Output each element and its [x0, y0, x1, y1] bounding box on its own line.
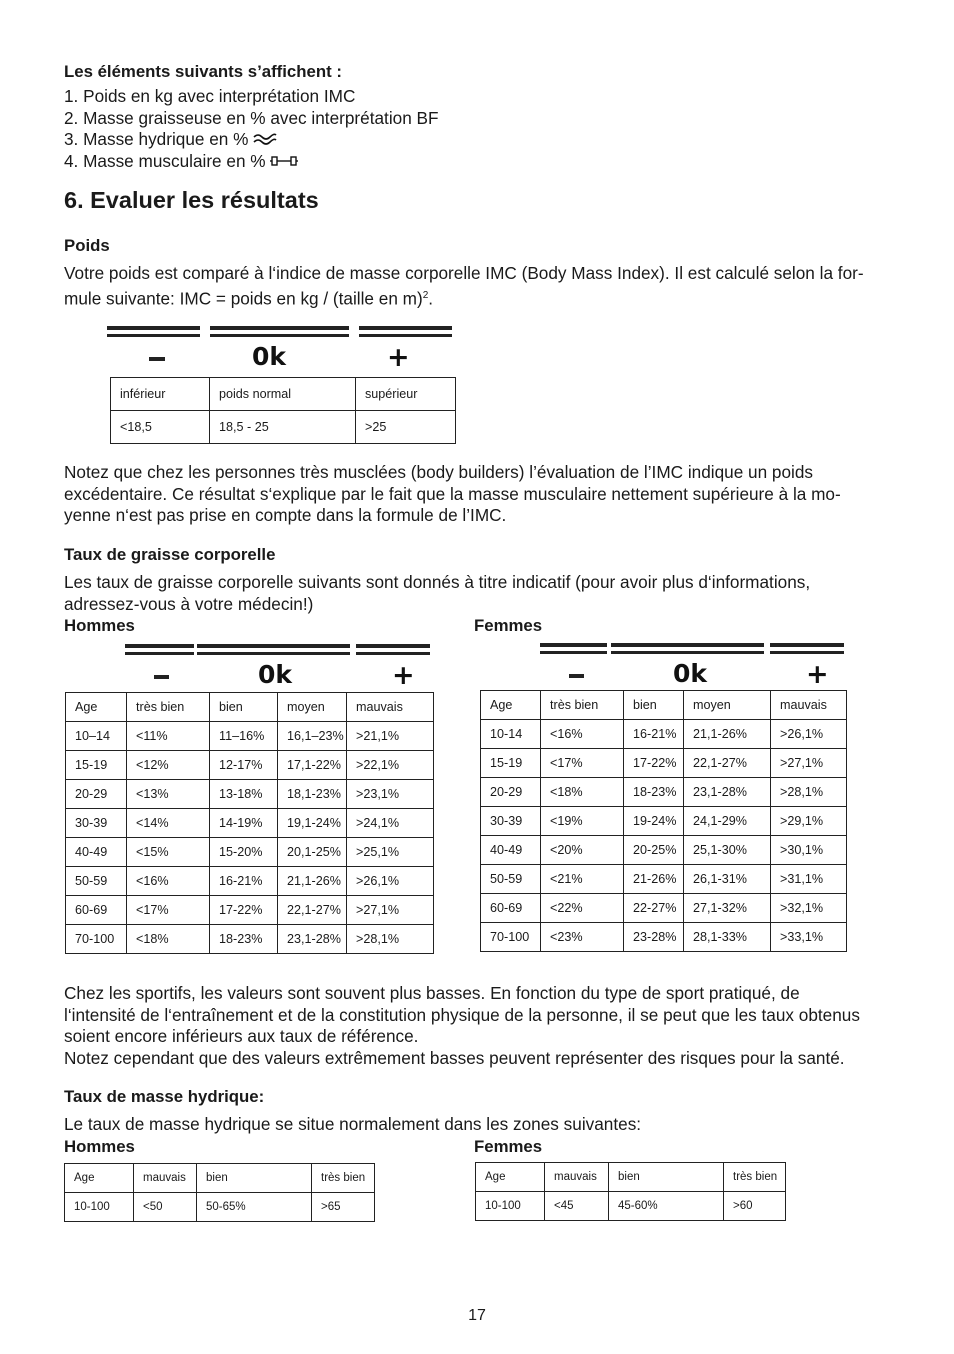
table-cell: 22-27% — [624, 894, 684, 923]
table-cell: >27,1% — [347, 896, 434, 925]
table-cell: 23,1-28% — [684, 778, 771, 807]
table-cell: <17% — [127, 896, 210, 925]
table-cell: mauvais — [771, 691, 847, 720]
table-cell: 70-100 — [481, 923, 541, 952]
table-cell: 18,1-23% — [278, 780, 347, 809]
graisse-text: Les taux de graisse corporelle suivants sont donnés à titre indicatif (pour avoir plus d‘informations, adressez-vous à votre médecin!) — [64, 572, 811, 614]
intro-title: Les éléments suivants s’affichent : — [64, 62, 342, 81]
table-cell: 20-25% — [624, 836, 684, 865]
table-cell: très bien — [724, 1163, 786, 1192]
table-cell: bien — [210, 693, 278, 722]
table-cell: >24,1% — [347, 809, 434, 838]
table-row — [66, 809, 434, 838]
table-row — [66, 838, 434, 867]
table-row — [481, 894, 847, 923]
table-cell: 18-23% — [624, 778, 684, 807]
table-cell: très bien — [541, 691, 624, 720]
intro-item: 2. Masse graisseuse en % avec interprétation BF — [64, 107, 439, 128]
table-cell: 25,1-30% — [684, 836, 771, 865]
table-cell: <15% — [127, 838, 210, 867]
table-cell: <13% — [127, 780, 210, 809]
hydrique-hommes-table — [64, 1163, 375, 1222]
table-cell: >32,1% — [771, 894, 847, 923]
table-row — [66, 925, 434, 954]
table-row — [481, 807, 847, 836]
table-cell: <18% — [541, 778, 624, 807]
table-cell: Age — [476, 1163, 545, 1192]
table-cell: Age — [481, 691, 541, 720]
plus-icon: + — [806, 659, 829, 690]
table-cell: 20,1-25% — [278, 838, 347, 867]
femmes-bf-table — [480, 690, 847, 952]
table-cell: >31,1% — [771, 865, 847, 894]
table-cell: <22% — [541, 894, 624, 923]
table-cell: <19% — [541, 807, 624, 836]
table-cell: 16-21% — [624, 720, 684, 749]
section-title: 6. Evaluer les résultats — [64, 187, 319, 213]
table-cell: <18% — [127, 925, 210, 954]
intro-item-musculaire — [64, 151, 439, 173]
graisse-heading: Taux de graisse corporelle — [64, 545, 276, 564]
table-cell: mauvais — [545, 1163, 609, 1192]
table-header-row — [481, 691, 847, 720]
table-cell: 60-69 — [66, 896, 127, 925]
table-cell: très bien — [127, 693, 210, 722]
table-cell: 30-39 — [66, 809, 127, 838]
table-cell: 20-29 — [481, 778, 541, 807]
intro-item-text: 3. Masse hydrique en % — [64, 129, 249, 149]
table-row — [481, 865, 847, 894]
table-row — [66, 751, 434, 780]
table-cell: 10-100 — [65, 1193, 134, 1222]
table-cell: moyen — [684, 691, 771, 720]
table-cell: <50 — [134, 1193, 197, 1222]
hydrique-text: Le taux de masse hydrique se situe normalement dans les zones suivantes: — [64, 1114, 642, 1134]
graisse-note: Chez les sportifs, les valeurs sont souvent plus basses. En fonction du type de sport pratiqué, de l‘intensité de l‘entraînement et de la constitution physique de la personne, il se peut que les taux obtenus soient encore inférieurs aux taux de référence. Notez cependant que des valeurs extrêmement basses peuvent représenter des risques pour la santé. — [64, 983, 860, 1068]
table-cell: <18,5 — [111, 411, 210, 444]
table-cell: 12-17% — [210, 751, 278, 780]
table-cell: bien — [624, 691, 684, 720]
table-cell: 20-29 — [66, 780, 127, 809]
table-cell: <12% — [127, 751, 210, 780]
table-cell: 50-59 — [66, 867, 127, 896]
table-cell: 22,1-27% — [278, 896, 347, 925]
table-cell: 14-19% — [210, 809, 278, 838]
table-cell: 23-28% — [624, 923, 684, 952]
dumbbell-icon — [270, 151, 298, 173]
table-row — [66, 896, 434, 925]
table-row — [66, 780, 434, 809]
table-cell: 60-69 — [481, 894, 541, 923]
table-row — [66, 722, 434, 751]
poids-text — [64, 263, 864, 310]
poids-heading: Poids — [64, 236, 110, 255]
table-cell: 10-14 — [481, 720, 541, 749]
minus-icon — [569, 674, 584, 678]
table-cell: 13-18% — [210, 780, 278, 809]
table-cell: 15-19 — [66, 751, 127, 780]
table-cell: 17-22% — [624, 749, 684, 778]
poids-text-line: mule suivante: IMC = poids en kg / (taille en m)$^2$. — [64, 288, 434, 309]
ok-icon: 0k — [252, 342, 287, 371]
table-cell: <23% — [541, 923, 624, 952]
plus-icon: + — [387, 342, 410, 373]
table-cell: moyen — [278, 693, 347, 722]
table-cell: mauvais — [347, 693, 434, 722]
intro-item-text: 4. Masse musculaire en % — [64, 150, 266, 171]
table-cell: <16% — [127, 867, 210, 896]
table-cell: poids normal — [210, 378, 356, 411]
ok-icon: 0k — [673, 659, 708, 688]
table-cell: 26,1-31% — [684, 865, 771, 894]
table-cell: 18,5 - 25 — [210, 411, 356, 444]
table-cell: <21% — [541, 865, 624, 894]
table-cell: 40-49 — [66, 838, 127, 867]
table-cell: <45 — [545, 1192, 609, 1221]
table-cell: >60 — [724, 1192, 786, 1221]
table-cell: 24,1-29% — [684, 807, 771, 836]
table-cell: >26,1% — [347, 867, 434, 896]
table-cell: 70-100 — [66, 925, 127, 954]
table-cell: >33,1% — [771, 923, 847, 952]
table-cell: 40-49 — [481, 836, 541, 865]
imc-table — [110, 377, 456, 444]
table-cell: <20% — [541, 836, 624, 865]
table-cell: >25,1% — [347, 838, 434, 867]
poids-note: Notez que chez les personnes très musclées (body builders) l’évaluation de l’IMC indique un poids excédentaire. Ce résultat s‘explique par le fait que la masse musculaire nettement supérieure à la mo- yenne n‘est pas prise en compte dans la formule de l’IMC. — [64, 462, 841, 525]
table-cell: 10–14 — [66, 722, 127, 751]
table-cell: 50-65% — [197, 1193, 312, 1222]
table-cell: 21-26% — [624, 865, 684, 894]
poids-text-line: Votre poids est comparé à l‘indice de masse corporelle IMC (Body Mass Index). Il est calculé selon la for- — [64, 263, 864, 283]
intro-list — [64, 86, 439, 172]
table-cell: 27,1-32% — [684, 894, 771, 923]
table-cell: 23,1-28% — [278, 925, 347, 954]
hydrique-femmes-label: Femmes — [474, 1137, 543, 1156]
table-cell: 30-39 — [481, 807, 541, 836]
table-row — [481, 836, 847, 865]
table-cell: 16-21% — [210, 867, 278, 896]
table-cell: 10-100 — [476, 1192, 545, 1221]
table-cell: très bien — [312, 1164, 375, 1193]
table-cell: >25 — [356, 411, 456, 444]
table-cell: 19-24% — [624, 807, 684, 836]
table-cell: 21,1-26% — [278, 867, 347, 896]
table-cell: >30,1% — [771, 836, 847, 865]
table-cell: bien — [609, 1163, 724, 1192]
plus-icon: + — [392, 660, 415, 691]
table-cell: 15-20% — [210, 838, 278, 867]
intro-item-hydrique — [64, 129, 439, 151]
table-cell: 28,1-33% — [684, 923, 771, 952]
table-cell: >22,1% — [347, 751, 434, 780]
table-cell: bien — [197, 1164, 312, 1193]
table-row — [481, 778, 847, 807]
table-cell: mauvais — [134, 1164, 197, 1193]
table-cell: 16,1–23% — [278, 722, 347, 751]
table-row — [481, 720, 847, 749]
table-row — [66, 867, 434, 896]
table-cell: Age — [65, 1164, 134, 1193]
table-row — [481, 923, 847, 952]
table-cell: >28,1% — [771, 778, 847, 807]
hydrique-hommes-label: Hommes — [64, 1137, 135, 1156]
ok-icon: 0k — [258, 660, 293, 689]
table-cell: 22,1-27% — [684, 749, 771, 778]
table-cell: >26,1% — [771, 720, 847, 749]
minus-icon — [149, 357, 165, 361]
water-waves-icon — [253, 130, 277, 152]
hydrique-heading: Taux de masse hydrique: — [64, 1087, 265, 1106]
table-cell: 19,1-24% — [278, 809, 347, 838]
table-cell: Age — [66, 693, 127, 722]
hommes-label: Hommes — [64, 616, 135, 635]
table-cell: <11% — [127, 722, 210, 751]
table-cell: 17,1-22% — [278, 751, 347, 780]
table-row — [481, 749, 847, 778]
table-cell: <14% — [127, 809, 210, 838]
table-cell: 50-59 — [481, 865, 541, 894]
table-cell: <17% — [541, 749, 624, 778]
table-cell: >21,1% — [347, 722, 434, 751]
table-cell: <16% — [541, 720, 624, 749]
table-cell: >28,1% — [347, 925, 434, 954]
table-cell: 17-22% — [210, 896, 278, 925]
intro-item: 1. Poids en kg avec interprétation IMC — [64, 86, 356, 106]
table-cell: 11–16% — [210, 722, 278, 751]
femmes-label: Femmes — [474, 616, 543, 635]
table-cell: >29,1% — [771, 807, 847, 836]
table-cell: 45-60% — [609, 1192, 724, 1221]
table-header-row — [66, 693, 434, 722]
table-cell: 18-23% — [210, 925, 278, 954]
page-number: 17 — [468, 1307, 486, 1324]
table-cell: >65 — [312, 1193, 375, 1222]
hommes-bf-table — [65, 692, 434, 954]
table-cell: inférieur — [111, 378, 210, 411]
table-cell: >23,1% — [347, 780, 434, 809]
minus-icon — [154, 675, 169, 679]
table-cell: supérieur — [356, 378, 456, 411]
table-cell: 15-19 — [481, 749, 541, 778]
hydrique-femmes-table — [475, 1162, 786, 1221]
table-cell: >27,1% — [771, 749, 847, 778]
table-cell: 21,1-26% — [684, 720, 771, 749]
